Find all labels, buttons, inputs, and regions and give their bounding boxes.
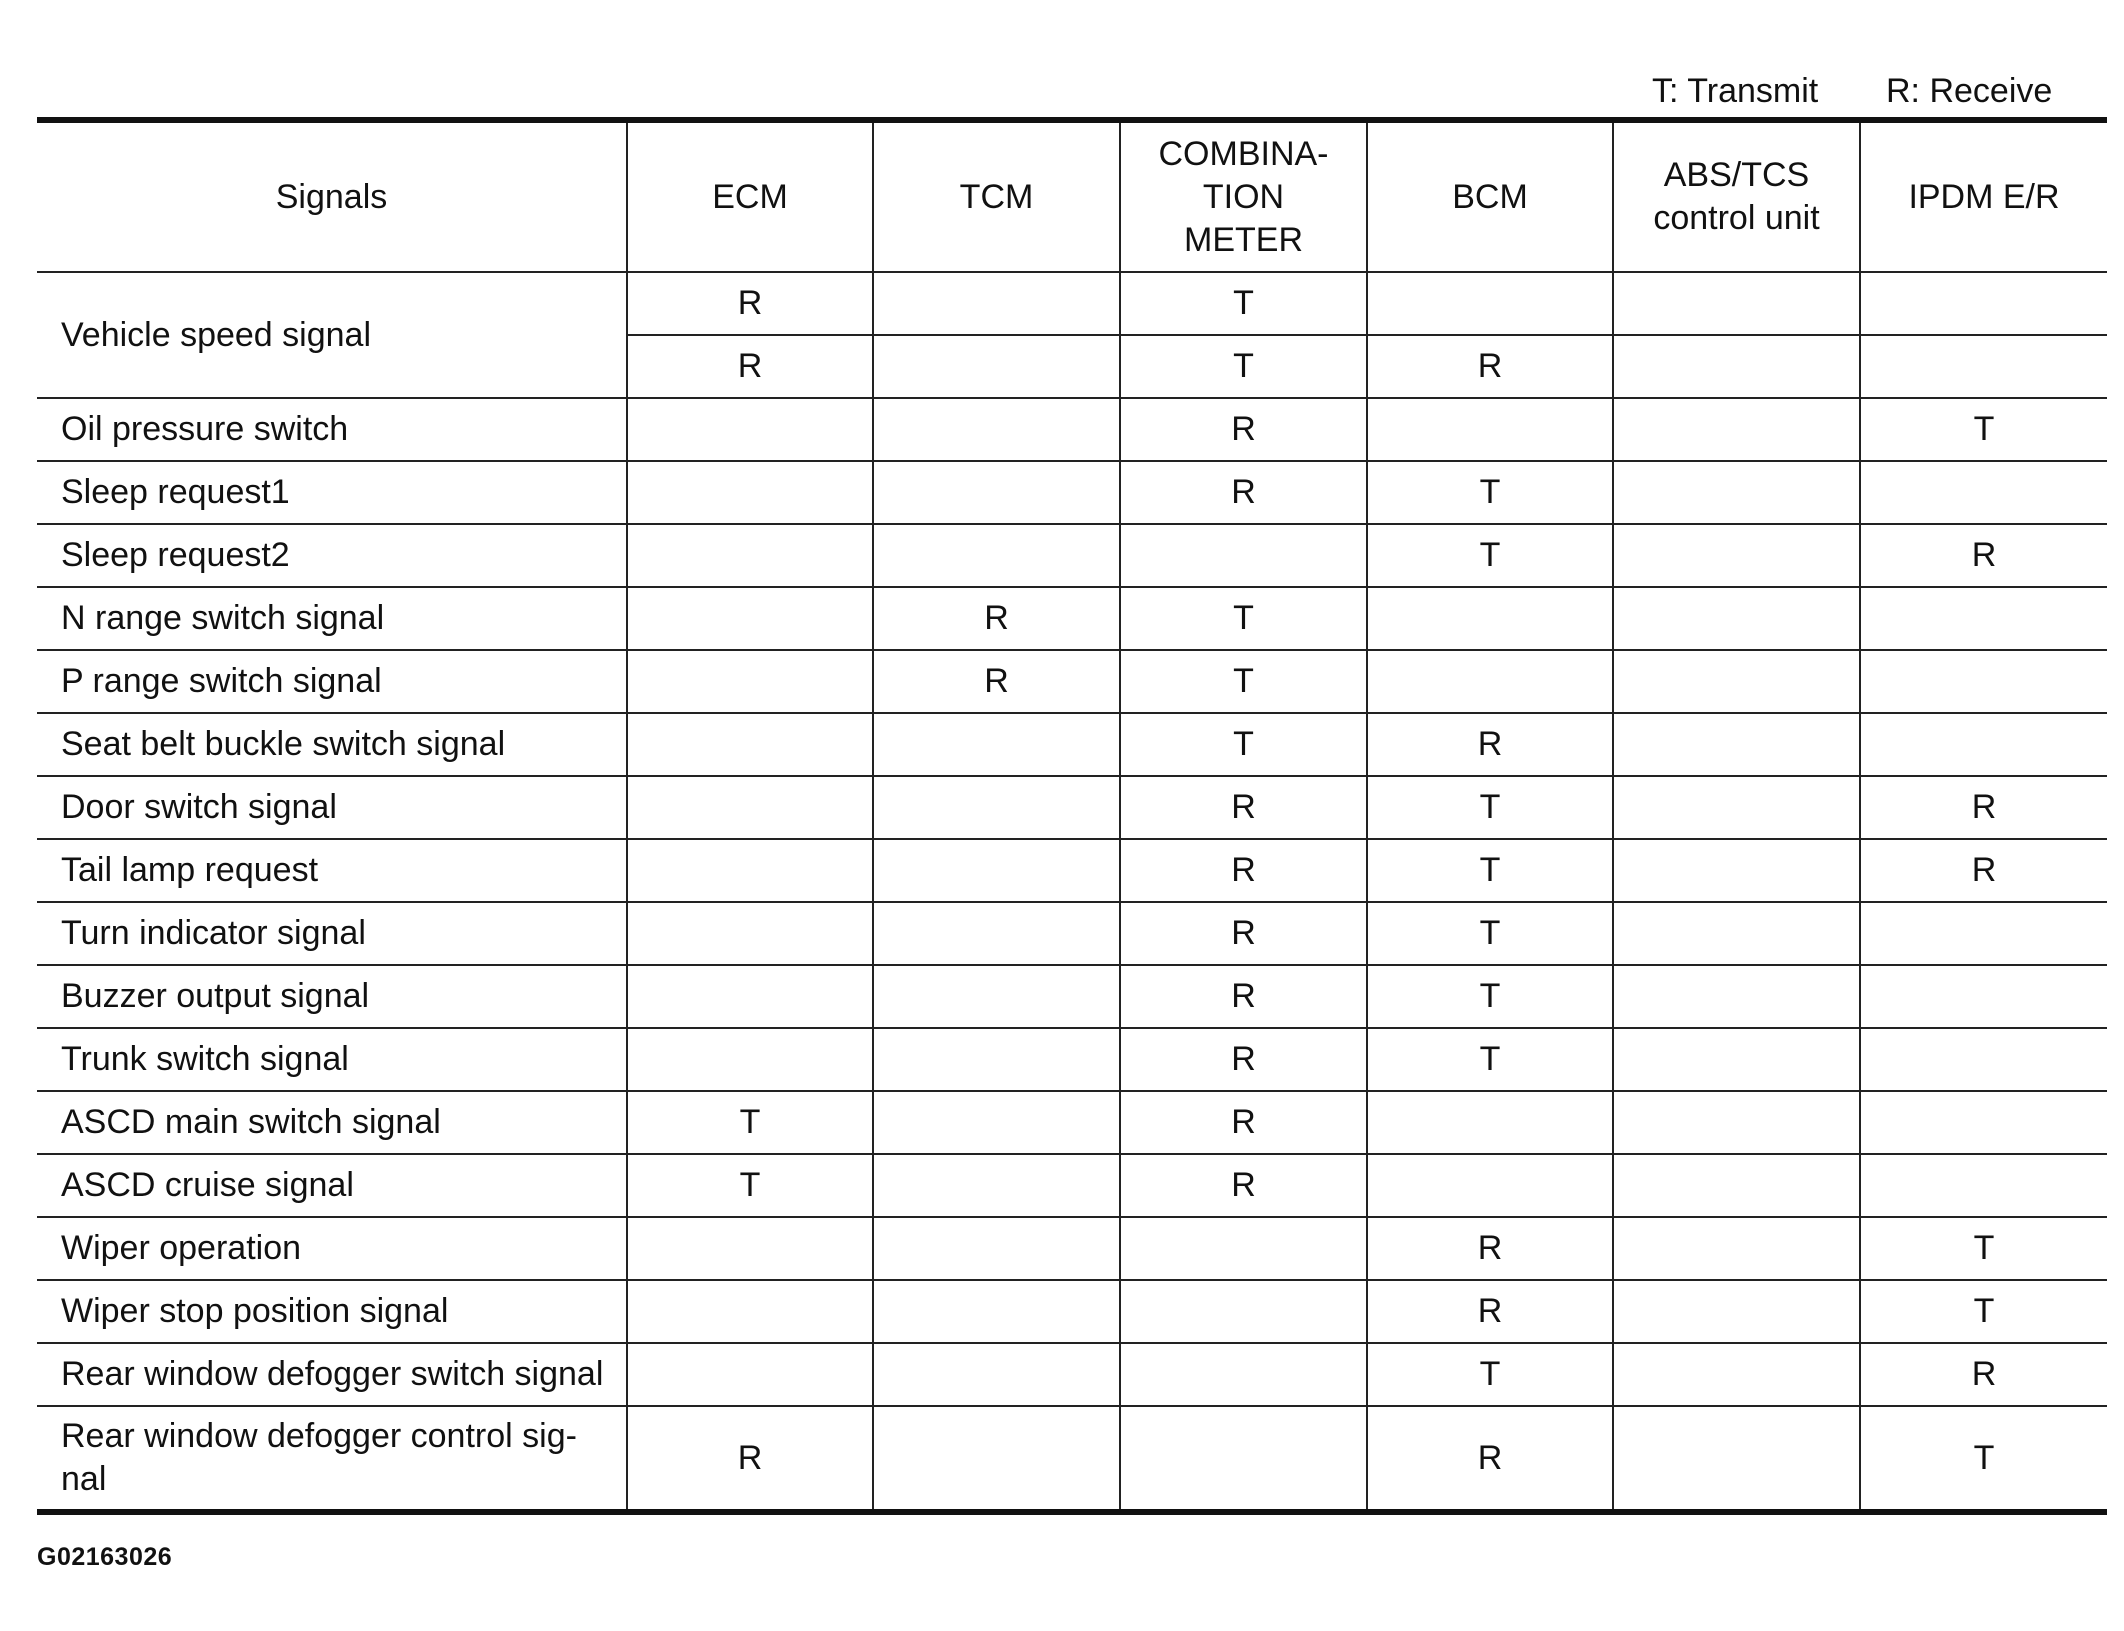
cell-tcm — [873, 1028, 1120, 1091]
cell-ipdm — [1860, 713, 2107, 776]
table-row — [37, 839, 2107, 902]
table-row — [37, 587, 2107, 650]
cell-tcm — [873, 1217, 1120, 1280]
cell-ipdm: T — [1860, 1406, 2107, 1512]
cell-bcm: R — [1367, 713, 1613, 776]
cell-tcm — [873, 776, 1120, 839]
cell-meter — [1120, 1343, 1367, 1406]
table-row — [37, 524, 2107, 587]
signal-name: Rear window defogger switch signal — [37, 1343, 627, 1406]
cell-ecm: R — [627, 1406, 873, 1512]
cell-tcm — [873, 902, 1120, 965]
cell-bcm: T — [1367, 461, 1613, 524]
table-row — [37, 272, 2107, 335]
signal-name: P range switch signal — [37, 650, 627, 713]
header-abs-tcs — [1613, 120, 1860, 272]
cell-ecm: R — [627, 272, 873, 335]
signal-name: Trunk switch signal — [37, 1028, 627, 1091]
cell-tcm — [873, 1343, 1120, 1406]
cell-abs — [1613, 902, 1860, 965]
signal-name: ASCD cruise signal — [37, 1154, 627, 1217]
cell-meter: T — [1120, 650, 1367, 713]
signal-name: Turn indicator signal — [37, 902, 627, 965]
header-ecm: ECM — [627, 120, 873, 272]
header-meter-line2: TION — [1202, 177, 1285, 216]
cell-ecm — [627, 1028, 873, 1091]
signal-name: ASCD main switch signal — [37, 1091, 627, 1154]
figure-code: G02163026 — [37, 1543, 173, 1571]
cell-abs — [1613, 1154, 1860, 1217]
cell-abs — [1613, 587, 1860, 650]
cell-abs — [1613, 1280, 1860, 1343]
cell-ecm — [627, 839, 873, 902]
cell-meter: R — [1120, 965, 1367, 1028]
cell-ipdm: T — [1860, 1217, 2107, 1280]
cell-ipdm — [1860, 650, 2107, 713]
cell-bcm — [1367, 1091, 1613, 1154]
cell-tcm — [873, 965, 1120, 1028]
cell-tcm — [873, 398, 1120, 461]
header-abs-line2: control unit — [1653, 199, 1820, 237]
signal-name: Sleep request2 — [37, 524, 627, 587]
table-row — [37, 650, 2107, 713]
cell-meter: R — [1120, 461, 1367, 524]
cell-ipdm — [1860, 1091, 2107, 1154]
cell-ipdm — [1860, 461, 2107, 524]
signal-name: Tail lamp request — [37, 839, 627, 902]
cell-tcm — [873, 1406, 1120, 1512]
cell-bcm: R — [1367, 1406, 1613, 1512]
cell-meter: R — [1120, 398, 1367, 461]
cell-tcm — [873, 1280, 1120, 1343]
cell-ecm — [627, 1217, 873, 1280]
signal-name: Door switch signal — [37, 776, 627, 839]
cell-meter: R — [1120, 1154, 1367, 1217]
cell-ecm: T — [627, 1154, 873, 1217]
signal-name: N range switch signal — [37, 587, 627, 650]
cell-bcm: T — [1367, 965, 1613, 1028]
cell-bcm: R — [1367, 1280, 1613, 1343]
table-row — [37, 965, 2107, 1028]
cell-bcm — [1367, 398, 1613, 461]
cell-tcm: R — [873, 650, 1120, 713]
legend-transmit: T: Transmit — [1652, 72, 1819, 110]
signal-name — [37, 1406, 627, 1512]
cell-bcm: T — [1367, 1028, 1613, 1091]
legend — [0, 66, 2124, 116]
cell-abs — [1613, 839, 1860, 902]
cell-meter — [1120, 1217, 1367, 1280]
cell-meter: R — [1120, 1091, 1367, 1154]
cell-bcm: T — [1367, 839, 1613, 902]
header-meter-line3: METER — [1184, 220, 1303, 259]
cell-bcm — [1367, 650, 1613, 713]
cell-bcm — [1367, 272, 1613, 335]
cell-bcm — [1367, 587, 1613, 650]
cell-ipdm — [1860, 1154, 2107, 1217]
cell-meter: R — [1120, 776, 1367, 839]
cell-bcm: T — [1367, 902, 1613, 965]
table-row — [37, 902, 2107, 965]
cell-abs — [1613, 713, 1860, 776]
cell-ecm: R — [627, 335, 873, 398]
cell-ecm: T — [627, 1091, 873, 1154]
header-tcm: TCM — [873, 120, 1120, 272]
cell-bcm: T — [1367, 1343, 1613, 1406]
cell-tcm — [873, 713, 1120, 776]
signal-name: Wiper stop position signal — [37, 1280, 627, 1343]
table-row — [37, 713, 2107, 776]
cell-ecm — [627, 587, 873, 650]
table-row — [37, 1343, 2107, 1406]
table-row — [37, 1406, 2107, 1512]
header-ipdm: IPDM E/R — [1860, 120, 2107, 272]
cell-abs — [1613, 398, 1860, 461]
signal-name: Oil pressure switch — [37, 398, 627, 461]
cell-meter: T — [1120, 335, 1367, 398]
cell-abs — [1613, 650, 1860, 713]
table-row — [37, 1091, 2107, 1154]
signal-name-line2: nal — [61, 1460, 107, 1498]
table-row — [37, 1280, 2107, 1343]
cell-abs — [1613, 1217, 1860, 1280]
cell-ipdm — [1860, 1028, 2107, 1091]
cell-ipdm: T — [1860, 398, 2107, 461]
cell-tcm — [873, 839, 1120, 902]
cell-ecm — [627, 776, 873, 839]
signal-name: Buzzer output signal — [37, 965, 627, 1028]
cell-meter — [1120, 1406, 1367, 1512]
cell-abs — [1613, 272, 1860, 335]
table-row — [37, 398, 2107, 461]
cell-ecm — [627, 902, 873, 965]
table-row — [37, 1154, 2107, 1217]
cell-ipdm: R — [1860, 776, 2107, 839]
header-meter-line1: COMBINA- — [1158, 134, 1329, 173]
header-row — [37, 120, 2107, 272]
signal-name: Sleep request1 — [37, 461, 627, 524]
cell-ipdm: R — [1860, 1343, 2107, 1406]
cell-bcm — [1367, 1154, 1613, 1217]
table-row — [37, 1217, 2107, 1280]
legend-receive: R: Receive — [1886, 72, 2053, 110]
cell-ipdm — [1860, 335, 2107, 398]
cell-bcm: T — [1367, 524, 1613, 587]
cell-meter: R — [1120, 902, 1367, 965]
signal-name: Seat belt buckle switch signal — [37, 713, 627, 776]
header-signals: Signals — [37, 120, 627, 272]
cell-abs — [1613, 461, 1860, 524]
signal-name-line1: Rear window defogger control sig- — [61, 1417, 577, 1455]
cell-meter: T — [1120, 587, 1367, 650]
cell-abs — [1613, 965, 1860, 1028]
cell-ipdm: T — [1860, 1280, 2107, 1343]
cell-tcm — [873, 461, 1120, 524]
cell-ipdm: R — [1860, 524, 2107, 587]
cell-ecm — [627, 461, 873, 524]
cell-ecm — [627, 1280, 873, 1343]
header-combination-meter — [1120, 120, 1367, 272]
table-row — [37, 776, 2107, 839]
cell-abs — [1613, 1091, 1860, 1154]
cell-ipdm — [1860, 902, 2107, 965]
signal-name: Wiper operation — [37, 1217, 627, 1280]
cell-tcm: R — [873, 587, 1120, 650]
header-bcm: BCM — [1367, 120, 1613, 272]
cell-abs — [1613, 776, 1860, 839]
cell-meter: R — [1120, 839, 1367, 902]
cell-ecm — [627, 965, 873, 1028]
cell-ipdm — [1860, 272, 2107, 335]
cell-abs — [1613, 335, 1860, 398]
cell-meter: T — [1120, 713, 1367, 776]
cell-abs — [1613, 524, 1860, 587]
cell-ecm — [627, 713, 873, 776]
cell-bcm: R — [1367, 335, 1613, 398]
cell-tcm — [873, 272, 1120, 335]
cell-ecm — [627, 398, 873, 461]
cell-abs — [1613, 1028, 1860, 1091]
cell-tcm — [873, 524, 1120, 587]
cell-meter — [1120, 524, 1367, 587]
cell-ecm — [627, 1343, 873, 1406]
cell-meter — [1120, 1280, 1367, 1343]
cell-ecm — [627, 650, 873, 713]
cell-ipdm: R — [1860, 839, 2107, 902]
cell-tcm — [873, 335, 1120, 398]
cell-tcm — [873, 1154, 1120, 1217]
cell-meter: R — [1120, 1028, 1367, 1091]
cell-meter: T — [1120, 272, 1367, 335]
signal-name: Vehicle speed signal — [37, 272, 627, 398]
cell-bcm: R — [1367, 1217, 1613, 1280]
cell-ipdm — [1860, 587, 2107, 650]
cell-abs — [1613, 1406, 1860, 1512]
cell-tcm — [873, 1091, 1120, 1154]
cell-bcm: T — [1367, 776, 1613, 839]
can-signal-table — [37, 117, 2107, 1515]
table-row — [37, 461, 2107, 524]
cell-abs — [1613, 1343, 1860, 1406]
cell-ipdm — [1860, 965, 2107, 1028]
header-abs-line1: ABS/TCS — [1663, 156, 1810, 194]
cell-ecm — [627, 524, 873, 587]
table-row — [37, 1028, 2107, 1091]
